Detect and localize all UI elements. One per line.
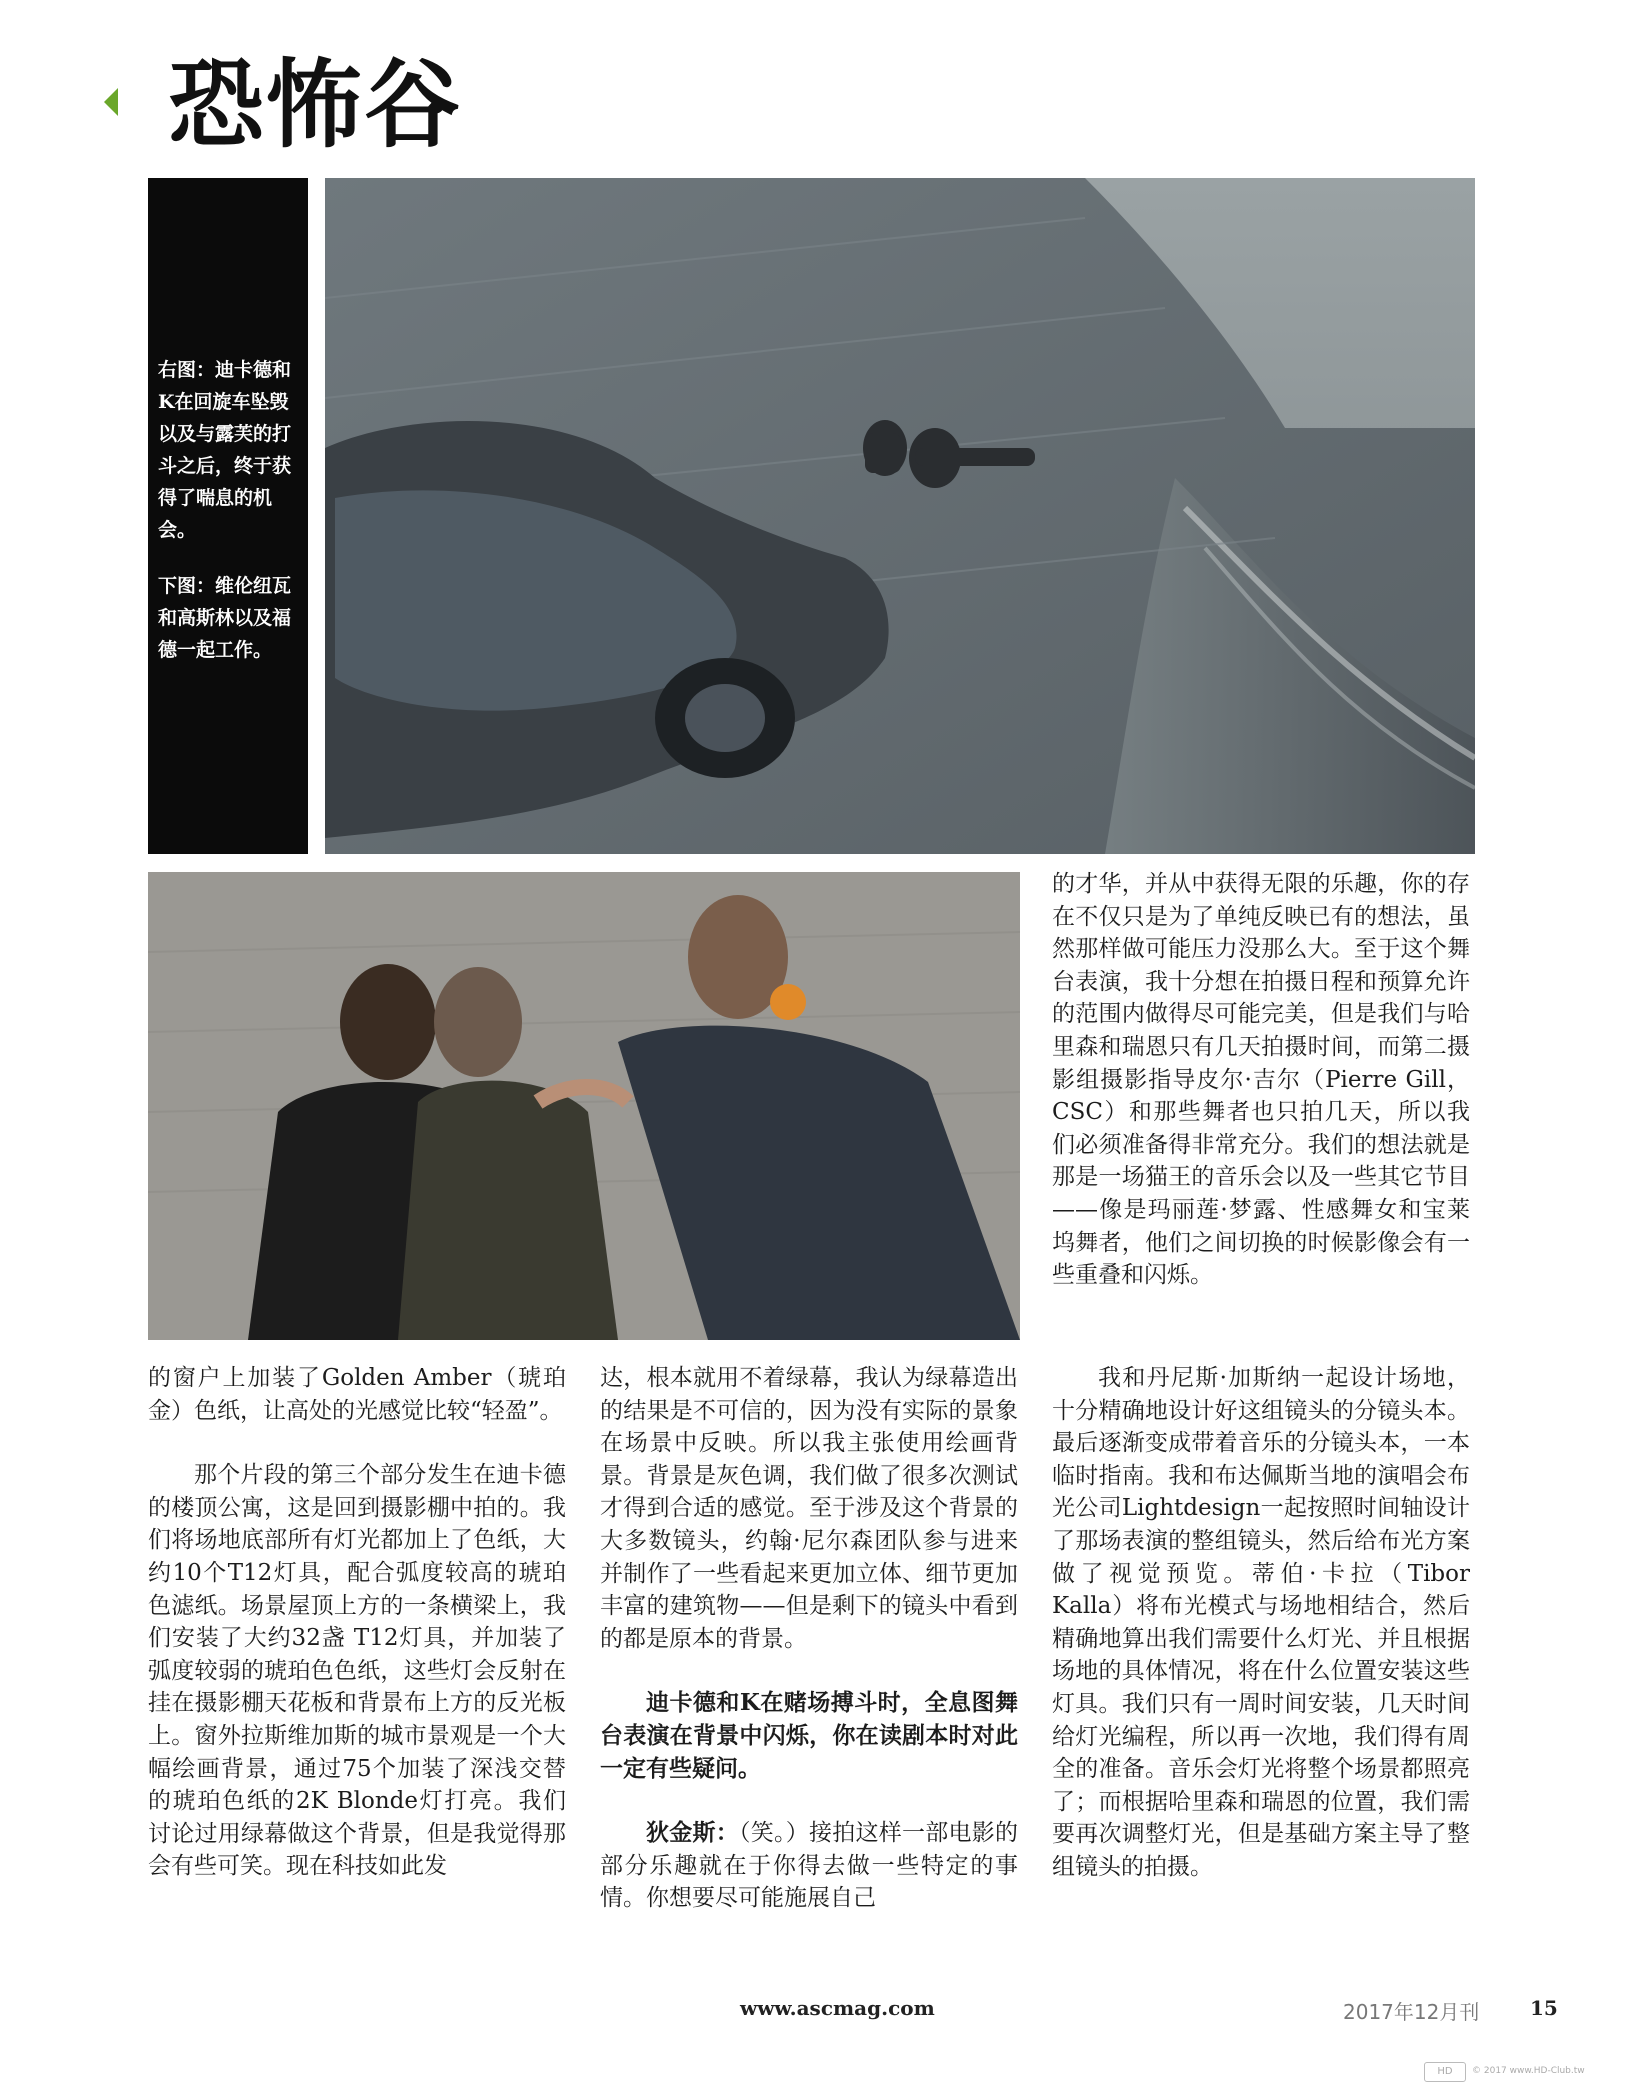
interview-question: 迪卡德和K在赌场搏斗时，全息图舞台表演在背景中闪烁，你在读剧本时对此一定有些疑问。 bbox=[600, 1689, 1018, 1782]
column-left bbox=[148, 1362, 566, 1883]
photo-top bbox=[325, 178, 1475, 854]
answer-text: （笑。）接拍这样一部电影的部分乐趣就在于你得去做一些特定的事情。你想要尽可能施展自己 bbox=[600, 1820, 1018, 1912]
photo-top-illustration bbox=[325, 178, 1475, 854]
paragraph-mid-1: 达，根本就用不着绿幕，我认为绿幕造出的结果是不可信的，因为没有实际的景象在场景中反映。所以我主张使用绘画背景。背景是灰色调，我们做了很多次测试才得到合适的感觉。至于涉及这个背景的大多数镜头，约翰·尼尔森团队参与进来并制作了一些看起来更加立体、细节更加丰富的建筑物——但是剩下的镜头中看到的都是原本的背景。 bbox=[600, 1365, 1018, 1652]
footer-url: www.ascmag.com bbox=[740, 1996, 935, 2020]
footer-page-number: 15 bbox=[1530, 1996, 1558, 2020]
watermark-logo: HD bbox=[1424, 2062, 1466, 2082]
page-title: 恐怖谷 bbox=[168, 49, 462, 161]
column-right-top bbox=[1052, 868, 1470, 1292]
footer-date: 2017年12月刊 bbox=[1343, 2000, 1480, 2024]
title-marker-triangle bbox=[104, 88, 118, 116]
caption-bottom: 下图：维伦纽瓦和高斯林以及福德一起工作。 bbox=[158, 575, 292, 661]
paragraph-left-2: 那个片段的第三个部分发生在迪卡德的楼顶公寓，这是回到摄影棚中拍的。我们将场地底部所有灯光都加上了色纸，大约10个T12灯具，配合弧度较高的琥珀色滤纸。场景屋顶上方的一条横梁上，我们安装了大约32盏 T12灯具，并加装了弧度较弱的琥珀色色纸，这些灯会反射在挂在摄影棚天花板和背景布上方的反光板上。窗外拉斯维加斯的城市景观是一个大幅绘画背景，通过75个加装了深浅交替的琥珀色纸的2K Blonde灯打亮。我们讨论过用绿幕做这个背景，但是我觉得那会有些可笑。现在科技如此发 bbox=[148, 1462, 566, 1880]
column-middle bbox=[600, 1362, 1018, 1915]
interview-answer bbox=[600, 1817, 1018, 1915]
caption-box bbox=[148, 178, 308, 854]
paragraph-left-1: 的窗户上加装了Golden Amber（琥珀金）色纸，让高处的光感觉比较“轻盈”。 bbox=[148, 1365, 566, 1424]
photo-bottom-illustration bbox=[148, 872, 1020, 1340]
answer-speaker: 狄金斯： bbox=[646, 1819, 739, 1847]
paragraph-right-1: 我和丹尼斯·加斯纳一起设计场地，十分精确地设计好这组镜头的分镜头本。最后逐渐变成带着音乐的分镜头本，一本临时指南。我和布达佩斯当地的演唱会布光公司Lightdesign一起按照时间轴设计了那场表演的整组镜头，然后给布光方案做了视觉预览。蒂伯·卡拉（Tibor Kalla）将布光模式与场地相结合，然后精确地算出我们需要什么灯光、并且根据场地的具体情况，将在什么位置安装这些灯具。我们只有一周时间安装，几天时间给灯光编程，所以再一次地，我们得有周全的准备。音乐会灯光将整个场景都照亮了；而根据哈里森和瑞恩的位置，我们需要再次调整灯光，但是基础方案主导了整组镜头的拍摄。 bbox=[1052, 1365, 1470, 1880]
paragraph-right-top: 的才华，并从中获得无限的乐趣，你的存在不仅只是为了单纯反映已有的想法，虽然那样做可能压力没那么大。至于这个舞台表演，我十分想在拍摄日程和预算允许的范围内做得尽可能完美，但是我们与哈里森和瑞恩只有几天拍摄时间，而第二摄影组摄影指导皮尔·吉尔（Pierre Gill，CSC）和那些舞者也只拍几天，所以我们必须准备得非常充分。我们的想法就是那是一场猫王的音乐会以及一些其它节目——像是玛丽莲·梦露、性感舞女和宝莱坞舞者，他们之间切换的时候影像会有一些重叠和闪烁。 bbox=[1052, 871, 1470, 1289]
photo-bottom bbox=[148, 872, 1020, 1340]
caption-right: 右图：迪卡德和K在回旋车坠毁以及与露芙的打斗之后，终于获得了喘息的机会。 bbox=[158, 359, 292, 541]
watermark-text: © 2017 www.HD-Club.tw bbox=[1472, 2066, 1585, 2076]
column-right bbox=[1052, 1362, 1470, 1884]
